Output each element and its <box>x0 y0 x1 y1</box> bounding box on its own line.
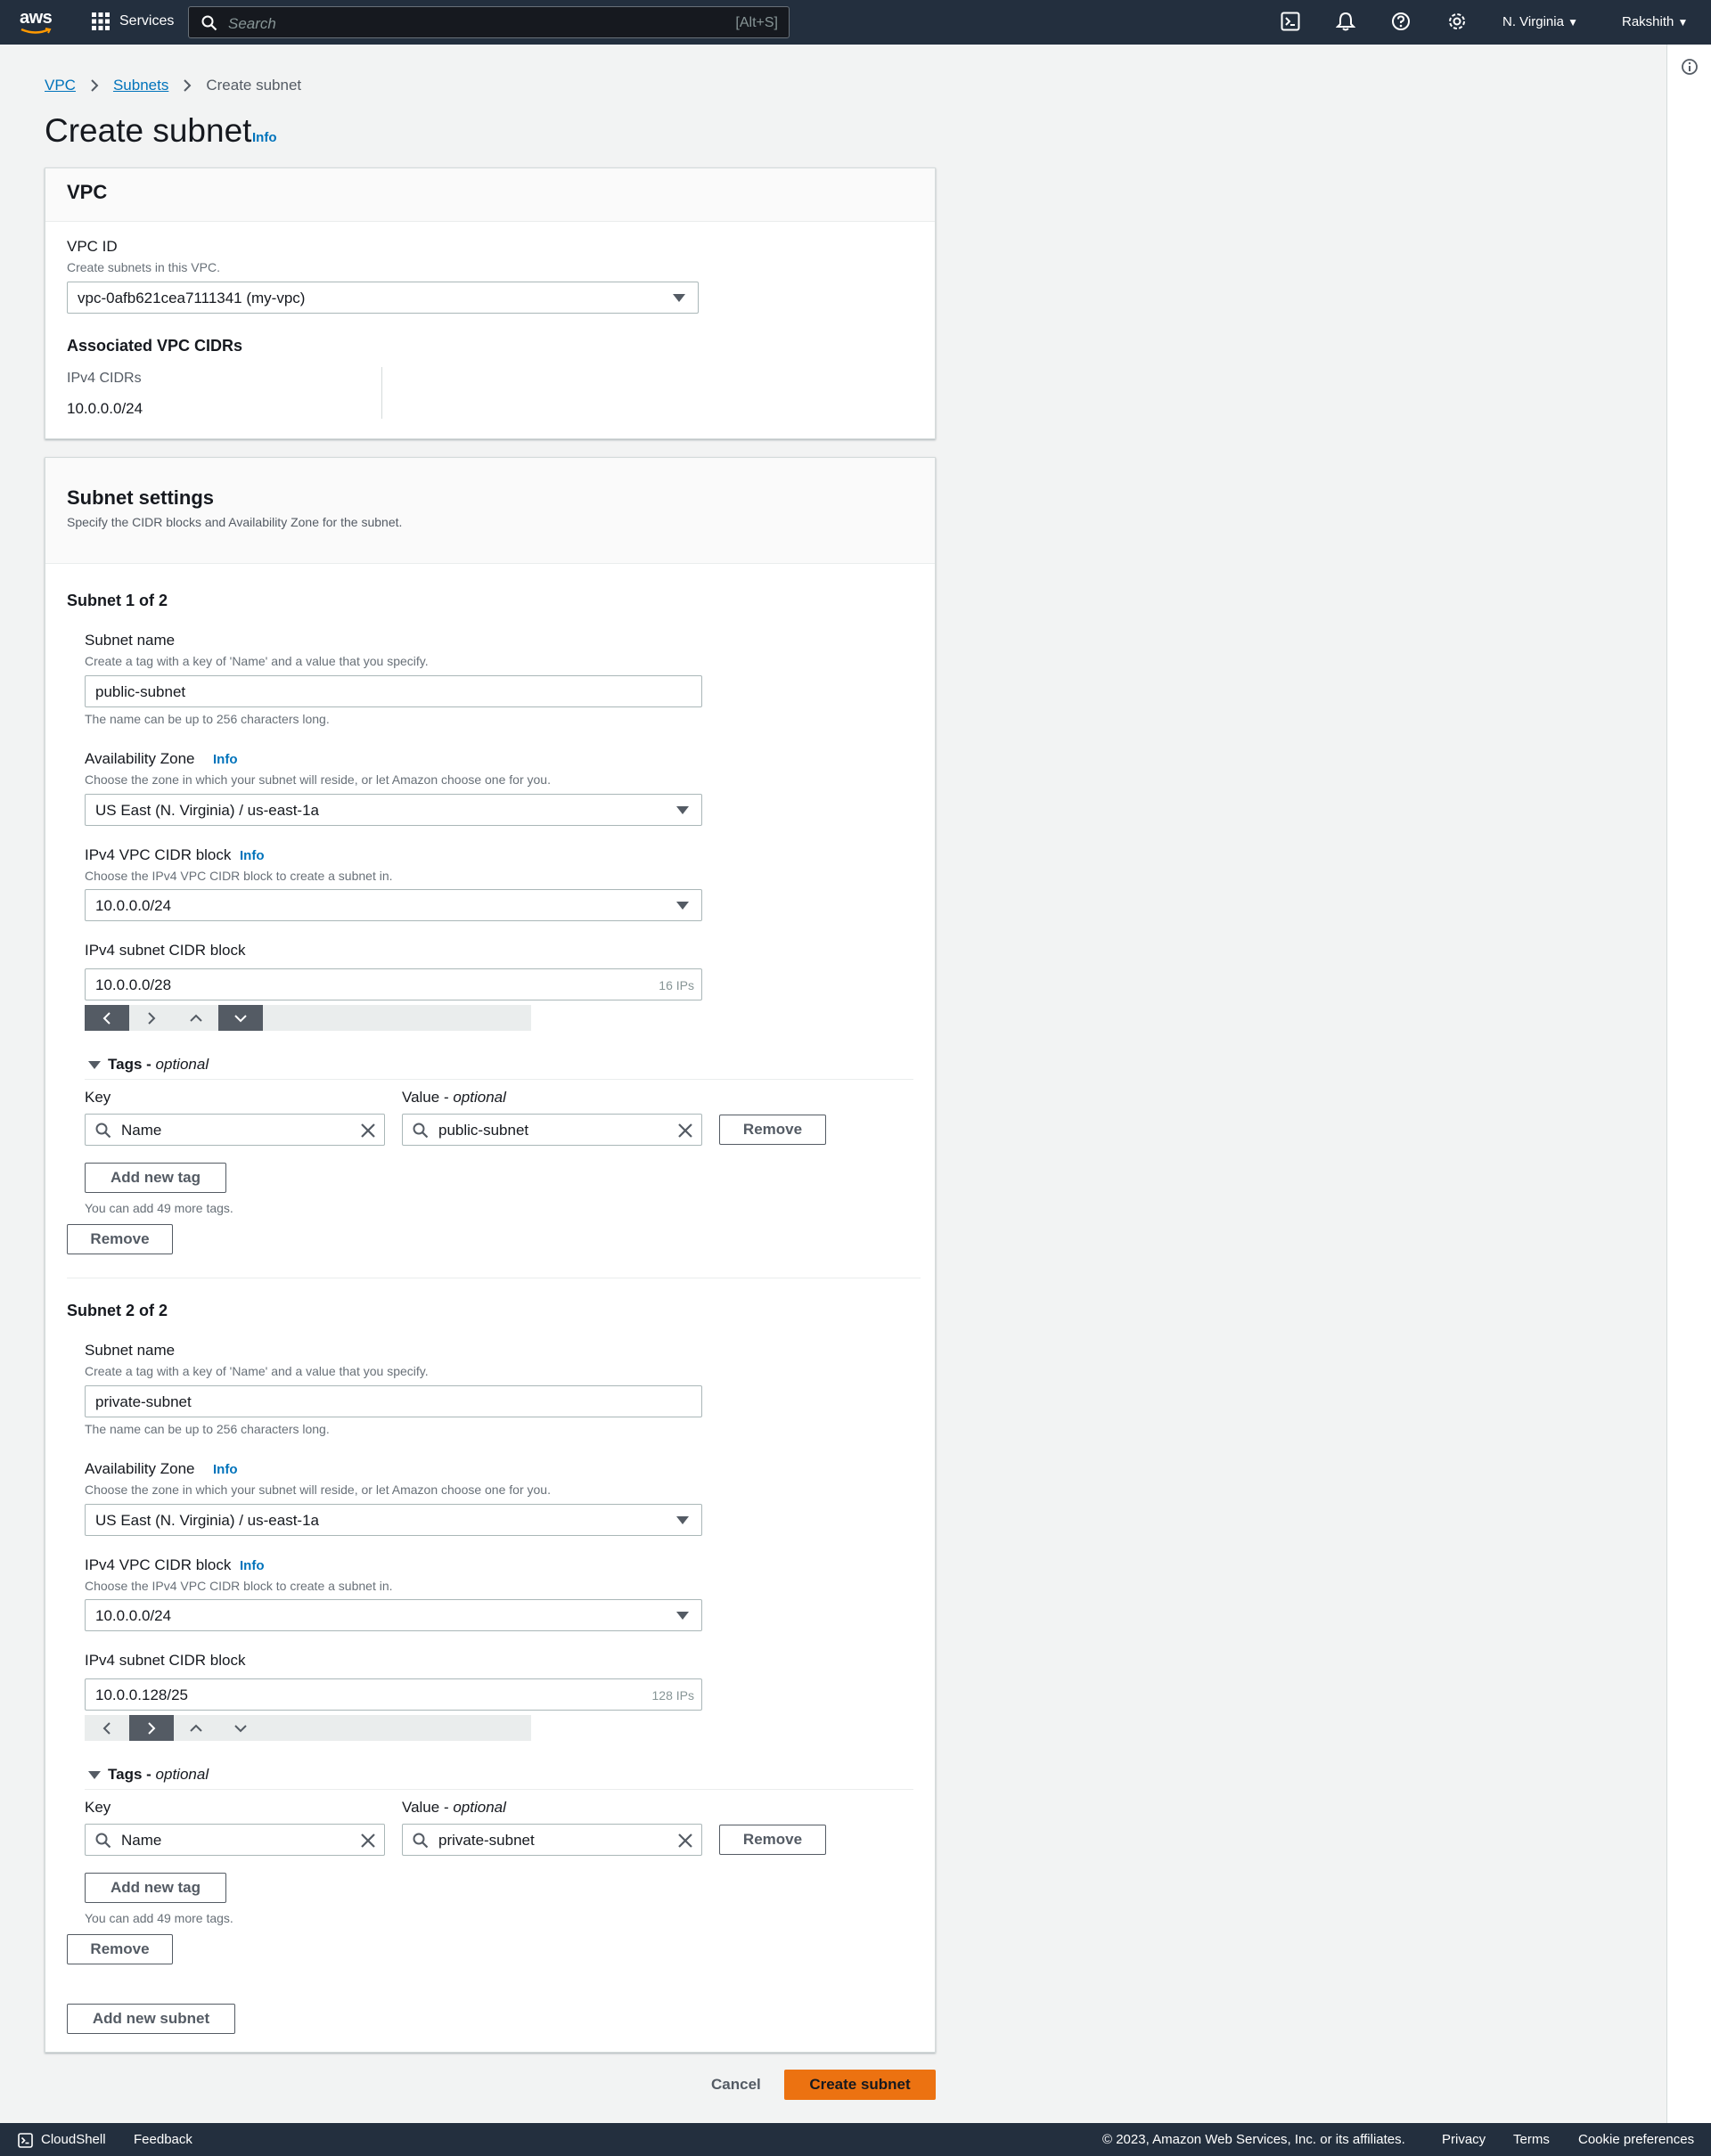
chevron-right-icon <box>183 78 192 93</box>
footer-cloudshell-link[interactable]: CloudShell <box>41 2132 106 2147</box>
az-value: US East (N. Virginia) / us-east-1a <box>95 802 319 819</box>
vpc-cidr-label: IPv4 VPC CIDR block <box>85 1556 232 1573</box>
subnet-settings-desc: Specify the CIDR blocks and Availability Zone for the subnet. <box>67 515 403 529</box>
vpc-cidr-desc: Choose the IPv4 VPC CIDR block to create a subnet in. <box>85 1579 393 1593</box>
az-select[interactable] <box>85 1504 702 1536</box>
tags-optional: optional <box>155 1056 209 1073</box>
search-placeholder: Search <box>228 15 276 32</box>
aws-logo[interactable] <box>20 8 52 29</box>
chevron-down-icon <box>234 1724 247 1733</box>
cidr-prev-button[interactable] <box>85 1715 129 1741</box>
subnet-cidr-input[interactable] <box>85 1678 702 1711</box>
tags-toggle[interactable] <box>88 1766 209 1784</box>
az-select[interactable] <box>85 794 702 826</box>
help-icon[interactable] <box>1391 12 1411 31</box>
subnet-cidr-value: 10.0.0.0/28 <box>95 976 172 993</box>
search-icon <box>413 1833 429 1849</box>
subnet-name-label: Subnet name <box>85 632 176 649</box>
subnet-name-input[interactable] <box>85 1385 702 1417</box>
footer-copyright: © 2023, Amazon Web Services, Inc. or its affiliates. <box>1102 2132 1405 2147</box>
vpc-cidr-desc: Choose the IPv4 VPC CIDR block to create a subnet in. <box>85 869 393 883</box>
cloudshell-icon <box>18 2133 33 2148</box>
remove-subnet-button[interactable]: Remove <box>67 1224 173 1254</box>
breadcrumb-vpc[interactable]: VPC <box>45 77 76 94</box>
page-info-link[interactable]: Info <box>252 130 277 145</box>
user-label: Rakshith <box>1622 14 1674 29</box>
remove-subnet-button[interactable]: Remove <box>67 1934 173 1964</box>
caret-down-icon <box>88 1771 101 1779</box>
tags-label: Tags - <box>108 1056 151 1073</box>
footer-privacy-link[interactable]: Privacy <box>1442 2132 1486 2147</box>
vpc-cidr-select[interactable] <box>85 889 702 921</box>
create-subnet-button[interactable]: Create subnet <box>784 2070 936 2100</box>
subnet-name-value: private-subnet <box>95 1393 192 1410</box>
vpc-id-select[interactable] <box>67 282 699 314</box>
footer-feedback-link[interactable]: Feedback <box>134 2132 192 2147</box>
tags-hint: You can add 49 more tags. <box>85 1201 233 1215</box>
tag-key-value: Name <box>121 1832 162 1849</box>
add-new-tag-button[interactable]: Add new tag <box>85 1873 226 1903</box>
subnet-name-input[interactable] <box>85 675 702 707</box>
az-desc: Choose the zone in which your subnet will reside, or let Amazon choose one for you. <box>85 1482 551 1497</box>
add-new-subnet-button[interactable]: Add new subnet <box>67 2004 235 2034</box>
breadcrumb-subnets[interactable]: Subnets <box>112 77 169 94</box>
caret-down-icon <box>676 806 689 814</box>
tag-value-label-text: Value - <box>402 1799 449 1816</box>
right-tools-rail <box>1666 45 1711 2123</box>
tag-key-input[interactable] <box>85 1114 385 1146</box>
chevron-up-icon <box>190 1724 202 1733</box>
clear-icon[interactable] <box>677 1833 693 1849</box>
footer-cookie-link[interactable]: Cookie preferences <box>1578 2132 1695 2147</box>
clear-icon[interactable] <box>677 1123 693 1139</box>
subnet-settings-header <box>45 458 935 564</box>
chevron-left-icon <box>102 1012 111 1025</box>
vpc-id-desc: Create subnets in this VPC. <box>67 260 220 274</box>
az-label: Availability Zone <box>85 1460 195 1477</box>
search-icon <box>201 15 217 31</box>
footer-terms-link[interactable]: Terms <box>1513 2132 1550 2147</box>
tag-value-label <box>402 1799 506 1817</box>
ipv4-cidrs-label: IPv4 CIDRs <box>67 371 142 386</box>
tag-value-optional: optional <box>453 1799 506 1816</box>
subnet-name-hint: The name can be up to 256 characters long. <box>85 712 330 726</box>
caret-down-icon <box>676 1612 689 1620</box>
user-menu[interactable]: Rakshith ▼ <box>1622 14 1689 29</box>
subnet-name-desc: Create a tag with a key of 'Name' and a value that you specify. <box>85 654 429 668</box>
subnet-name-desc: Create a tag with a key of 'Name' and a value that you specify. <box>85 1364 429 1378</box>
vpc-id-label: VPC ID <box>67 238 118 255</box>
az-info-link[interactable]: Info <box>213 1462 238 1477</box>
subnet-cidr-label: IPv4 subnet CIDR block <box>85 1652 246 1669</box>
search-icon <box>95 1123 111 1139</box>
cidr-prev-button[interactable] <box>85 1005 129 1031</box>
tags-label: Tags - <box>108 1766 151 1783</box>
subnet-heading: Subnet 2 of 2 <box>67 1302 168 1319</box>
vpc-cidr-label: IPv4 VPC CIDR block <box>85 846 232 863</box>
tags-divider <box>85 1789 913 1790</box>
settings-gear-icon[interactable] <box>1447 12 1467 31</box>
chevron-right-icon <box>90 78 99 93</box>
chevron-right-icon <box>147 1722 156 1735</box>
breadcrumb <box>45 77 301 94</box>
vpc-cidr-value: 10.0.0.0/24 <box>95 1607 172 1624</box>
column-divider <box>381 367 382 419</box>
breadcrumb-current: Create subnet <box>206 77 302 94</box>
subnet-name-hint: The name can be up to 256 characters long. <box>85 1422 330 1436</box>
tag-value-label-text: Value - <box>402 1089 449 1106</box>
subnet-name-value: public-subnet <box>95 683 186 700</box>
cidr-decrease-button[interactable] <box>218 1005 263 1031</box>
subnet-cidr-label: IPv4 subnet CIDR block <box>85 942 246 959</box>
cidr-stepper <box>85 1005 531 1031</box>
vpc-id-value: vpc-0afb621cea7111341 (my-vpc) <box>78 290 306 306</box>
cancel-button[interactable]: Cancel <box>711 2076 761 2093</box>
cidr-decrease-button[interactable] <box>218 1715 263 1741</box>
search-input[interactable] <box>188 6 790 38</box>
az-value: US East (N. Virginia) / us-east-1a <box>95 1512 319 1529</box>
tags-divider <box>85 1079 913 1080</box>
chevron-left-icon <box>102 1722 111 1735</box>
tag-value-input[interactable] <box>402 1114 702 1146</box>
subnet-settings-title: Subnet settings <box>67 486 215 509</box>
tag-key-label: Key <box>85 1799 111 1816</box>
vpc-cidr-value: 10.0.0.0/24 <box>95 897 172 914</box>
chevron-right-icon <box>147 1012 156 1025</box>
chevron-up-icon <box>190 1014 202 1023</box>
footer <box>0 2123 1711 2156</box>
vpc-card-title: VPC <box>67 181 108 203</box>
tag-key-input[interactable] <box>85 1824 385 1856</box>
add-new-tag-button[interactable]: Add new tag <box>85 1163 226 1193</box>
tags-toggle[interactable] <box>88 1056 209 1074</box>
subnet-name-label: Subnet name <box>85 1342 176 1359</box>
info-panel-icon[interactable] <box>1681 58 1699 76</box>
vpc-cidr-info-link[interactable]: Info <box>240 848 265 863</box>
cidr-stepper <box>85 1715 531 1741</box>
search-icon <box>95 1833 111 1849</box>
page-title: Create subnet <box>45 112 252 149</box>
cidr-increase-button[interactable] <box>174 1005 218 1031</box>
az-desc: Choose the zone in which your subnet will reside, or let Amazon choose one for you. <box>85 772 551 787</box>
caret-down-icon <box>676 1516 689 1524</box>
subnet-cidr-value: 10.0.0.128/25 <box>95 1686 188 1703</box>
clear-icon[interactable] <box>360 1123 376 1139</box>
cidr-next-button[interactable] <box>129 1715 174 1741</box>
ipv4-cidrs-value: 10.0.0.0/24 <box>67 400 143 417</box>
tag-remove-button[interactable]: Remove <box>719 1825 826 1855</box>
chevron-down-icon <box>234 1014 247 1023</box>
tags-hint: You can add 49 more tags. <box>85 1911 233 1925</box>
tag-value-optional: optional <box>453 1089 506 1106</box>
subnet-heading: Subnet 1 of 2 <box>67 592 168 609</box>
vpc-card <box>45 167 936 439</box>
tag-key-value: Name <box>121 1122 162 1139</box>
top-navigation <box>0 0 1711 45</box>
tag-value-value: public-subnet <box>438 1122 529 1139</box>
services-grid-icon[interactable] <box>92 12 110 30</box>
cidr-increase-button[interactable] <box>174 1715 218 1741</box>
caret-down-icon <box>88 1061 101 1069</box>
az-info-link[interactable]: Info <box>213 752 238 767</box>
subnet-cidr-input[interactable] <box>85 968 702 1000</box>
caret-down-icon <box>673 294 685 302</box>
aws-logo-text: aws <box>20 8 53 28</box>
tag-key-label: Key <box>85 1089 111 1106</box>
notifications-bell-icon[interactable] <box>1336 12 1355 31</box>
vpc-card-header <box>45 168 935 222</box>
search-icon <box>413 1123 429 1139</box>
tag-value-value: private-subnet <box>438 1832 535 1849</box>
search-shortcut: [Alt+S] <box>735 15 778 30</box>
cloudshell-icon[interactable] <box>1281 12 1300 31</box>
region-selector[interactable]: N. Virginia ▼ <box>1502 14 1578 29</box>
vpc-cidr-select[interactable] <box>85 1599 702 1631</box>
tag-value-label <box>402 1089 506 1107</box>
services-menu[interactable]: Services <box>119 13 175 29</box>
subnet-cidr-ip-count: 128 IPs <box>651 1688 694 1703</box>
vpc-cidr-info-link[interactable]: Info <box>240 1558 265 1573</box>
clear-icon[interactable] <box>360 1833 376 1849</box>
tag-remove-button[interactable]: Remove <box>719 1115 826 1145</box>
region-label: N. Virginia <box>1502 14 1564 29</box>
tag-value-input[interactable] <box>402 1824 702 1856</box>
caret-down-icon <box>676 902 689 910</box>
tags-optional: optional <box>155 1766 209 1783</box>
subnet-cidr-ip-count: 16 IPs <box>659 978 694 992</box>
associated-cidrs-title: Associated VPC CIDRs <box>67 337 243 355</box>
subnet-block-1 <box>0 0 1 1</box>
az-label: Availability Zone <box>85 750 195 767</box>
cidr-next-button[interactable] <box>129 1005 174 1031</box>
